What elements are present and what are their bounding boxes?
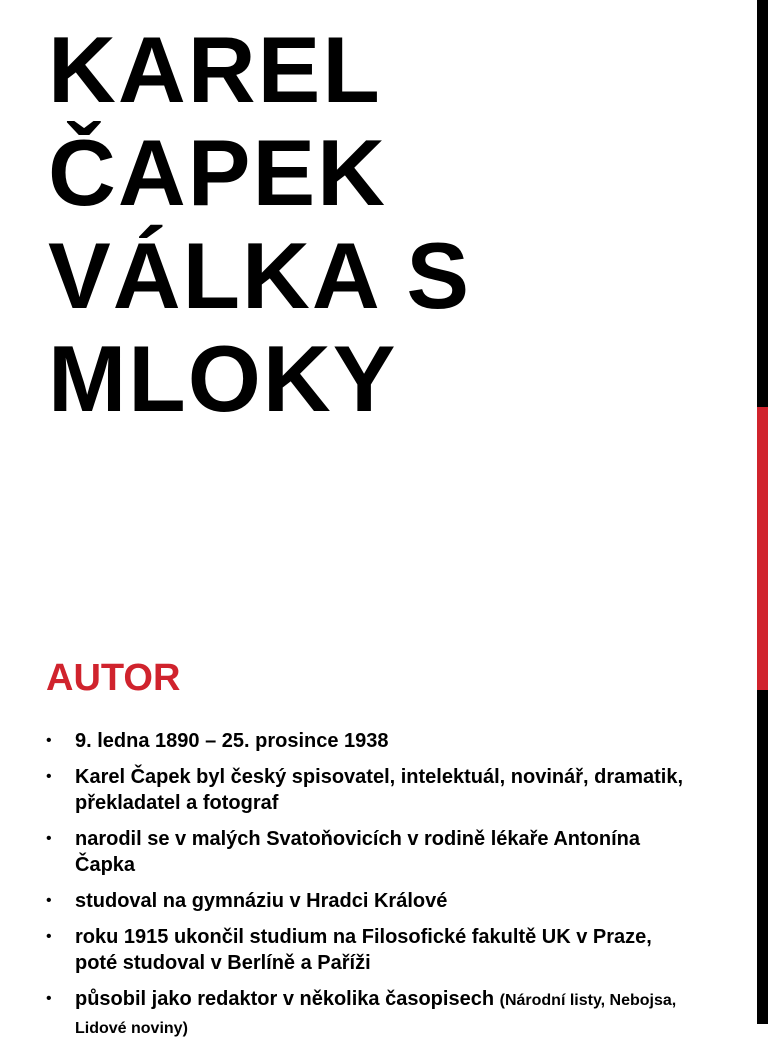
bullet-list — [46, 728, 696, 1052]
bullet-icon: • — [46, 830, 52, 847]
slide-title — [48, 18, 728, 430]
slide-edge-bar-red — [757, 407, 768, 690]
slide-edge-bar-black — [757, 0, 768, 407]
list-item-note: (Národní listy, Nebojsa, Lidové noviny) — [75, 992, 677, 1037]
bullet-icon: • — [46, 768, 52, 785]
list-item-text: studoval na gymnáziu v Hradci Králové — [75, 890, 448, 912]
list-item — [46, 826, 696, 878]
slide-edge-bar-black-lower — [757, 690, 768, 1024]
title-line: VÁLKA S — [48, 223, 472, 328]
list-item-text: 9. ledna 1890 – 25. prosince 1938 — [75, 730, 389, 752]
title-line: ČAPEK — [48, 120, 388, 225]
list-item-text: narodil se v malých Svatoňovicích v rodině lékaře Antonína Čapka — [75, 828, 640, 876]
list-item — [46, 986, 696, 1042]
list-item-text: Karel Čapek byl český spisovatel, intelektuál, novinář, dramatik, překladatel a fotograf — [75, 766, 684, 814]
bullet-icon: • — [46, 892, 52, 909]
bullet-icon: • — [46, 928, 52, 945]
title-line: MLOKY — [48, 326, 398, 431]
list-item-text: roku 1915 ukončil studium na Filosofické fakultě UK v Praze, poté studoval v Berlíně a Paříži — [75, 926, 652, 974]
bullet-icon: • — [46, 732, 52, 749]
list-item-text: působil jako redaktor v několika časopisech — [75, 988, 500, 1010]
section-heading: AUTOR — [46, 657, 181, 699]
list-item — [46, 764, 696, 816]
list-item — [46, 728, 696, 754]
list-item — [46, 924, 696, 976]
title-line: KAREL — [48, 17, 382, 122]
bullet-icon: • — [46, 990, 52, 1007]
list-item — [46, 888, 696, 914]
